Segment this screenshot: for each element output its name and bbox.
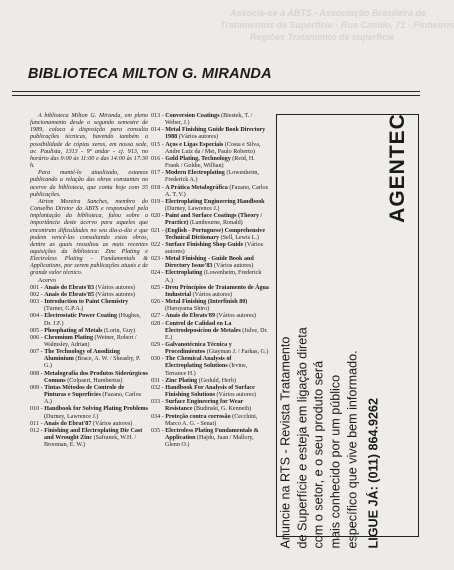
entry-author: (Irvine, Terrance H.) (165, 363, 248, 377)
ad-line: Anuncie na RTS - Revista Tratamento (278, 336, 293, 549)
entry-title: Handbook For Analysis of Surface Finishing Solutions (165, 384, 255, 399)
acervo-heading: Acervo (38, 277, 56, 284)
ad-line: específico que vive bem informado. (345, 350, 360, 549)
catalog-entry (151, 399, 269, 413)
entry-separator: - (39, 406, 45, 413)
catalog-entry (151, 156, 269, 170)
intro-paragraph: Airton Moreira Sanches, membro do Conselho Diretor da ABTS e responsável pela implantação da biblioteca, falou sobre a importância deste acervo para aqueles que encontram dificuldades no seu dia-a-dia e que podem vencê-las consultando estas obras, dentre as quais ressaltou as mais recentes aquisições da biblioteca: Zinc Plating e Electroless Plating - Fundamentals & Applications, por serem publicações atuais e de grande valor técnico. (30, 198, 148, 277)
entry-code: 011 (30, 420, 39, 427)
left-column (30, 113, 148, 449)
catalog-entry (151, 342, 269, 356)
brand-name: AGENTEC (386, 113, 409, 223)
entry-title: Electrostatic Power Coating (44, 313, 118, 320)
catalog-entry (151, 256, 269, 270)
title-rule-bottom (12, 95, 420, 96)
entry-author: (Durney, Lawrence J.) (44, 413, 99, 420)
entry-code: 003 (30, 299, 40, 306)
bleed-line: Associe-se à ABTS - Associação Brasileira de (230, 8, 426, 18)
entry-separator: - (160, 113, 166, 119)
entry-code: 018 (151, 184, 161, 191)
entry-author: (Vários autores) (94, 284, 135, 291)
entry-separator: - (39, 291, 45, 298)
entry-author: (Haruyama Shiro) (165, 306, 210, 313)
entry-author: (Sell, Lewis L.) (219, 234, 259, 241)
entry-title: Electroless Plating Fundamentals & Application (165, 427, 259, 442)
entry-separator: - (39, 299, 45, 306)
entry-title: Metal Finishing (Interfinish 80) (165, 299, 248, 306)
entry-author: (Costa e Silva, Andre Luiz da / Mei, Paulo Roberto) (165, 141, 261, 155)
entry-author: (Hajdu, Juan / Mallory, Glenn O.) (165, 435, 254, 449)
entry-author: (Reid, H. Frank / Goldie, Willian) (165, 155, 255, 170)
catalog-entry (30, 428, 148, 449)
entry-code: 035 (151, 427, 161, 434)
entry-separator: - (39, 349, 45, 356)
entry-code: 002 (30, 291, 40, 298)
catalog-entry (151, 428, 269, 449)
entry-separator: - (39, 334, 45, 341)
entry-code: 026 (151, 299, 161, 306)
catalog-entry (151, 142, 269, 156)
entry-separator: - (39, 370, 45, 377)
entry-author: (Vários autores) (94, 291, 135, 298)
entry-code: 021 (151, 227, 161, 234)
entry-author: (Giayman J. / Farkas, G.) (205, 349, 269, 356)
entry-code: 020 (151, 213, 161, 220)
entry-author: (Vários autores) (191, 291, 233, 298)
entry-title: Paint and Surface Coatings (Theory / Practice) (165, 213, 263, 227)
entry-author: (Fazano, Carlos A.) (44, 392, 141, 406)
catalog-entry (151, 185, 269, 199)
entry-title: Anais do Ebrats'85 (44, 291, 94, 298)
entry-author: (Turner, G.P.A.) (44, 306, 84, 313)
entry-code: 025 (151, 284, 161, 291)
entry-author: (Lowenheim, Frederick A.) (165, 270, 262, 284)
entry-title: Aços e Ligas Especiais (165, 141, 224, 148)
entry-author: (Vários autores) (165, 241, 264, 255)
entry-code: 007 (30, 349, 40, 356)
entry-title: Metal Finishing - Guide Book and Directory Issue'83 (165, 256, 254, 270)
entry-separator: - (160, 270, 166, 277)
entry-separator: - (160, 427, 166, 434)
entry-title: Anais do Ebrats'89 (165, 313, 215, 320)
entry-title: Handbook for Solving Plating Problems (44, 406, 148, 413)
entry-author: (Lambourne, Ronald) (188, 220, 243, 227)
entry-code: 028 (151, 320, 161, 327)
entry-author: (Weiner, Robert / Walmsley, Adrian) (44, 334, 137, 348)
entry-author: (Vários autores) (177, 134, 219, 141)
entry-title: Control de Calidad en La Electrodeposicion de Metales (165, 320, 241, 334)
entry-title: Proteção contra corrosão (165, 413, 231, 420)
intro-text (30, 113, 148, 278)
bleed-through-text (0, 0, 454, 50)
entry-code: 008 (30, 370, 40, 377)
catalog-entry (30, 313, 148, 327)
entry-title: Surface Engineering for Wear Resistance (165, 399, 244, 413)
entry-author: (Fazano, Carlos A. T. V.) (165, 184, 268, 198)
advertisement-text (278, 159, 413, 549)
entry-author: (Cecchini, Marco A. G. - Senai) (165, 413, 258, 427)
entry-title: Conversion Coatings (165, 113, 220, 119)
entry-code: 013 (151, 113, 161, 119)
entry-separator: - (160, 399, 166, 406)
entry-title: The Technology of Anodizing Aluminium (44, 349, 120, 363)
entry-code: 012 (30, 427, 40, 434)
entry-author: (Lowenheim, Frederick A.) (165, 170, 260, 184)
entry-author: (Geduld, Herb) (197, 377, 236, 384)
entry-code: 005 (30, 327, 40, 334)
catalog-entry (30, 299, 148, 313)
entry-author: (Vários autores) (91, 420, 133, 427)
entry-author: (Durney, Lawrence J.) (165, 206, 220, 213)
entry-title: Electroplating (165, 270, 203, 277)
entry-code: 010 (30, 406, 40, 413)
title-rule-top (12, 91, 420, 92)
entry-title: Phosphating of Metals (44, 327, 103, 334)
catalog-list-right (151, 113, 269, 449)
catalog-entry (151, 385, 269, 399)
catalog-list-left (30, 285, 148, 450)
entry-separator: - (160, 256, 166, 263)
entry-separator: - (160, 384, 166, 391)
catalog-entry (30, 406, 148, 420)
intro-paragraph: Para manté-lo atualizado, estamos publicando a relação das obras constantes no acervo da biblioteca, que conta hoje com 35 publicações. (30, 170, 148, 198)
ad-phone: LIGUE JÁ: (011) 864.9262 (366, 397, 381, 549)
entry-code: 006 (30, 334, 40, 341)
entry-code: 029 (151, 342, 161, 348)
entry-separator: - (160, 155, 166, 162)
entry-author: (Biestek, T. / Weber, J.) (165, 113, 253, 127)
entry-title: Anais do Ebrat'87 (44, 420, 92, 427)
entry-separator: - (160, 313, 166, 320)
entry-code: 024 (151, 270, 161, 277)
entry-code: 019 (151, 198, 161, 205)
right-column (151, 113, 269, 449)
entry-author: (Vários autores) (214, 392, 256, 399)
entry-title: Chromium Plating (44, 334, 94, 341)
entry-title: Introduction to Paint Chemistry (44, 299, 129, 306)
catalog-entry (151, 270, 269, 284)
entry-code: 027 (151, 313, 161, 320)
entry-separator: - (39, 313, 45, 320)
advertisement-content (278, 113, 415, 549)
catalog-entry (30, 285, 148, 292)
entry-separator: - (160, 127, 166, 134)
entry-separator: - (160, 284, 166, 291)
catalog-entry (30, 385, 148, 406)
catalog-entry (151, 228, 269, 242)
entry-title: Metal Finishing Guide Book Directory 1988 (165, 127, 266, 141)
entry-separator: - (160, 184, 166, 191)
entry-title: Modern Electroplating (165, 170, 225, 177)
entry-separator: - (160, 227, 166, 234)
entry-author: (Brace, A. W. / Sheasby, P. G.) (44, 356, 141, 370)
catalog-entry (151, 414, 269, 428)
bleed-line: Tratamentos de Superfície - Rua Camilo, 71 - Pinheiros (220, 20, 454, 30)
catalog-entry (30, 421, 148, 428)
entry-code: 017 (151, 170, 161, 177)
entry-separator: - (160, 377, 166, 384)
entry-code: 032 (151, 384, 161, 391)
entry-title: A Prática Metalográfica (165, 184, 228, 191)
entry-title: Anais do Ebrats'83 (44, 284, 94, 291)
entry-title: Galvanotécnica Técnica y Procedimientos (165, 342, 232, 356)
entry-code: 023 (151, 256, 161, 263)
entry-separator: - (39, 427, 45, 434)
entry-author: (Colpaert, Humbertus) (65, 377, 123, 384)
catalog-entry (30, 292, 148, 299)
entry-code: 009 (30, 384, 40, 391)
entry-separator: - (160, 241, 166, 248)
entry-title: Gold Plating, Technology (165, 155, 231, 162)
entry-separator: - (160, 299, 166, 306)
catalog-entry (151, 321, 269, 342)
entry-separator: - (160, 213, 166, 220)
entry-code: 033 (151, 399, 161, 406)
entry-author: (Julve, Dr. E.) (165, 327, 268, 341)
entry-code: 031 (151, 377, 161, 384)
ad-line: com o setor, e o seu produto será (311, 360, 326, 549)
entry-separator: - (160, 342, 166, 348)
entry-title: Tintas Métodos de Controle de Pinturas e Superfícies (44, 384, 125, 399)
intro-paragraph: A biblioteca Milton G. Miranda, em pleno funcionamento desde o segundo semestre de 1989, coloca à disposição para consulta publicações técnicas, havendo também a possibilidade de cópias xerox, em nossa sede, av. Paulista, 1313 - 9º andar - cj. 913, no horário das 9:00 às 11:00 e das 14:00 às 17:30 h. (30, 113, 148, 170)
catalog-entry (151, 313, 269, 320)
entry-title: Metalografia dos Produtos Siderúrgicos Comuns (44, 370, 148, 384)
entry-separator: - (38, 420, 44, 427)
catalog-entry (30, 335, 148, 349)
entry-title: Zinc Plating (165, 377, 198, 384)
catalog-entry (30, 371, 148, 385)
entry-code: 015 (151, 141, 161, 148)
entry-separator: - (160, 413, 166, 420)
page-title: BIBLIOTECA MILTON G. MIRANDA (28, 66, 272, 82)
entry-author: (Vários autores) (215, 313, 256, 320)
catalog-entry (151, 213, 269, 227)
entry-author: (Safranek, W.H. / Brooman, E. W.) (44, 435, 137, 449)
entry-title: Surface Finishing Shop Guide (165, 241, 244, 248)
entry-title: (English - Portuguese) Comprehensive Technical Dictionary (165, 227, 266, 241)
entry-code: 022 (151, 241, 161, 248)
entry-code: 004 (30, 313, 40, 320)
entry-title: Electroplating Engineering Handbook (165, 198, 265, 205)
catalog-entry (30, 328, 148, 335)
ad-line: mais conhecido por um público (328, 374, 343, 549)
catalog-entry (151, 170, 269, 184)
entry-author: (Vários autores) (212, 263, 254, 270)
entry-separator: - (39, 384, 45, 391)
entry-title: The Chemical Analysis of Electroplating Solutions (165, 356, 232, 370)
entry-separator: - (160, 141, 166, 148)
catalog-entry (151, 285, 269, 299)
catalog-entry (151, 356, 269, 377)
entry-separator: - (160, 170, 166, 177)
catalog-entry (30, 349, 148, 370)
entry-code: 034 (151, 413, 161, 420)
entry-separator: - (39, 327, 45, 334)
entry-author: (Budinski, G. Kenneth) (192, 406, 252, 413)
entry-code: 001 (30, 284, 40, 291)
catalog-entry (151, 299, 269, 313)
catalog-entry (151, 199, 269, 213)
entry-title: Finishing and Electroplating Die Cast and Wrought Zinc (44, 427, 143, 442)
catalog-entry (151, 378, 269, 385)
entry-author: (Hughes, Dr. J.F.) (44, 313, 141, 327)
catalog-entry (151, 242, 269, 256)
entry-separator: - (39, 284, 45, 291)
entry-title: Dreu Princípios de Tratamento de Água Industrial (165, 284, 269, 298)
entry-separator: - (160, 356, 166, 363)
entry-code: 030 (151, 356, 161, 363)
entry-author: (Lorin, Guy) (102, 327, 136, 334)
entry-code: 014 (151, 127, 161, 134)
ad-line: de Superfície e esteja em ligação direta (295, 327, 310, 549)
entry-separator: - (160, 198, 166, 205)
entry-separator: - (160, 320, 166, 327)
catalog-entry (151, 127, 269, 141)
bleed-line: Regiões Tratamento de superfície (250, 32, 395, 42)
entry-code: 016 (151, 155, 161, 162)
catalog-entry (151, 113, 269, 127)
